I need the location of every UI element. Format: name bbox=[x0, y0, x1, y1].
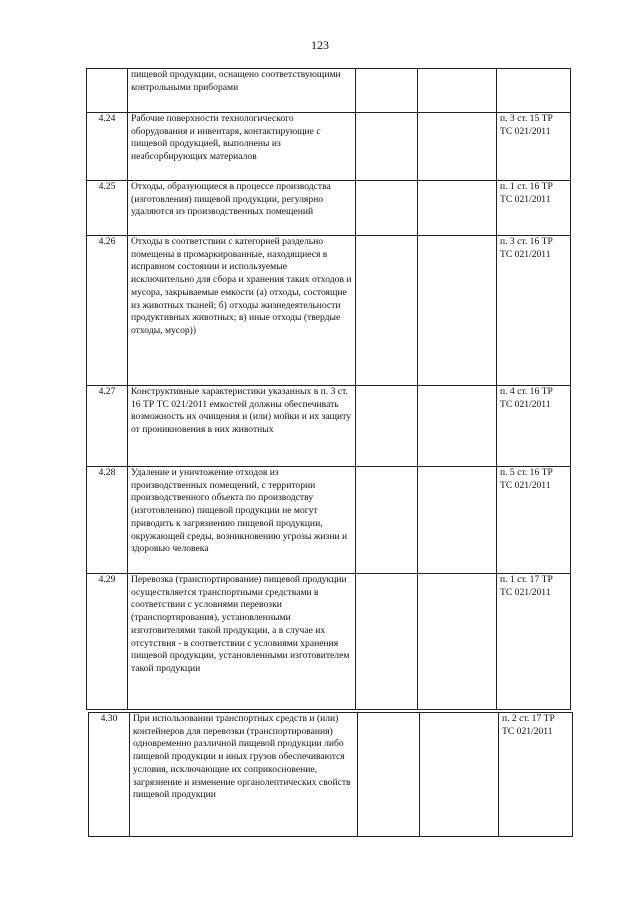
table-row bbox=[87, 69, 571, 113]
page-number: 123 bbox=[311, 38, 329, 52]
requirement-text: Рабочие поверхности технологического оборудования и инвентаря, контактирующие с пищевой продукцией, выполнены из неабсорбирующих материалов bbox=[128, 113, 356, 181]
empty-cell bbox=[356, 69, 418, 113]
row-number bbox=[87, 69, 128, 113]
table-row bbox=[87, 181, 571, 236]
table-row bbox=[87, 467, 571, 574]
reference-text: п. 3 ст. 16 ТР ТС 021/2011 bbox=[497, 236, 571, 386]
row-number: 4.28 bbox=[87, 467, 128, 574]
reference-text: п. 1 ст. 17 ТР ТС 021/2011 bbox=[497, 574, 571, 710]
reference-text: п. 5 ст. 16 ТР ТС 021/2011 bbox=[497, 467, 571, 574]
requirement-text: При использовании транспортных средств и (или) контейнеров для перевозки (транспортирования) одновременно различной пищевой продукции либо пищевой продукции и иных грузов обеспечиваются условия, исключающие их соприкосновение, загрязнение и изменение органолептических свойств пищевой продукции bbox=[130, 713, 358, 837]
empty-cell bbox=[356, 181, 418, 236]
empty-cell bbox=[356, 113, 418, 181]
table-row bbox=[89, 713, 573, 837]
row-number: 4.30 bbox=[89, 713, 130, 837]
empty-cell bbox=[356, 236, 418, 386]
requirements-table bbox=[86, 68, 571, 710]
empty-cell bbox=[418, 574, 497, 710]
table-row bbox=[87, 574, 571, 710]
reference-text: п. 2 ст. 17 ТР ТС 021/2011 bbox=[499, 713, 573, 837]
empty-cell bbox=[420, 713, 499, 837]
empty-cell bbox=[418, 113, 497, 181]
row-number: 4.25 bbox=[87, 181, 128, 236]
empty-cell bbox=[356, 386, 418, 467]
empty-cell bbox=[356, 574, 418, 710]
requirements-table-continued bbox=[88, 712, 573, 837]
reference-text: п. 1 ст. 16 ТР ТС 021/2011 bbox=[497, 181, 571, 236]
reference-text bbox=[497, 69, 571, 113]
requirement-text: Удаление и уничтожение отходов из производственных помещений, с территории производственного объекта по производству (изготовлению) пищевой продукции не могут приводить к загрязнению пищевой продукции, окружающей среды, возникновению угрозы жизни и здоровью человека bbox=[128, 467, 356, 574]
row-number: 4.27 bbox=[87, 386, 128, 467]
requirement-text: Перевозка (транспортирование) пищевой продукции осуществляется транспортными средствами в соответствии с условиями перевозки (транспортирования), установленными изготовителями такой продукции, а в случае их отсутствия - в соответствии с условиями хранения пищевой продукции, установленными изготовителем такой продукции bbox=[128, 574, 356, 710]
row-number: 4.29 bbox=[87, 574, 128, 710]
empty-cell bbox=[418, 181, 497, 236]
requirement-text: пищевой продукции, оснащено соответствующими контрольными приборами bbox=[128, 69, 356, 113]
empty-cell bbox=[418, 236, 497, 386]
reference-text: п. 4 ст. 16 ТР ТС 021/2011 bbox=[497, 386, 571, 467]
requirement-text: Отходы, образующиеся в процессе производства (изготовления) пищевой продукции, регулярно удаляются из производственных помещений bbox=[128, 181, 356, 236]
empty-cell bbox=[358, 713, 420, 837]
empty-cell bbox=[356, 467, 418, 574]
requirement-text: Отходы в соответствии с категорией раздельно помещены в промаркированные, находящиеся в исправном состоянии и используемые исключительно для сбора и хранения таких отходов и мусора, закрываемые емкости (а) отходы, состоящие из животных тканей; б) отходы жизнедеятельности продуктивных животных; в) иные отходы (твердые отходы, мусор)) bbox=[128, 236, 356, 386]
empty-cell bbox=[418, 467, 497, 574]
requirement-text: Конструктивные характеристики указанных в п. 3 ст. 16 ТР ТС 021/2011 емкостей должны обеспечивать возможность их очищения и (или) мойки и их защиту от проникновения в них животных bbox=[128, 386, 356, 467]
empty-cell bbox=[418, 386, 497, 467]
reference-text: п. 3 ст. 15 ТР ТС 021/2011 bbox=[497, 113, 571, 181]
row-number: 4.24 bbox=[87, 113, 128, 181]
empty-cell bbox=[418, 69, 497, 113]
table-row bbox=[87, 113, 571, 181]
table-row bbox=[87, 236, 571, 386]
table-row bbox=[87, 386, 571, 467]
row-number: 4.26 bbox=[87, 236, 128, 386]
